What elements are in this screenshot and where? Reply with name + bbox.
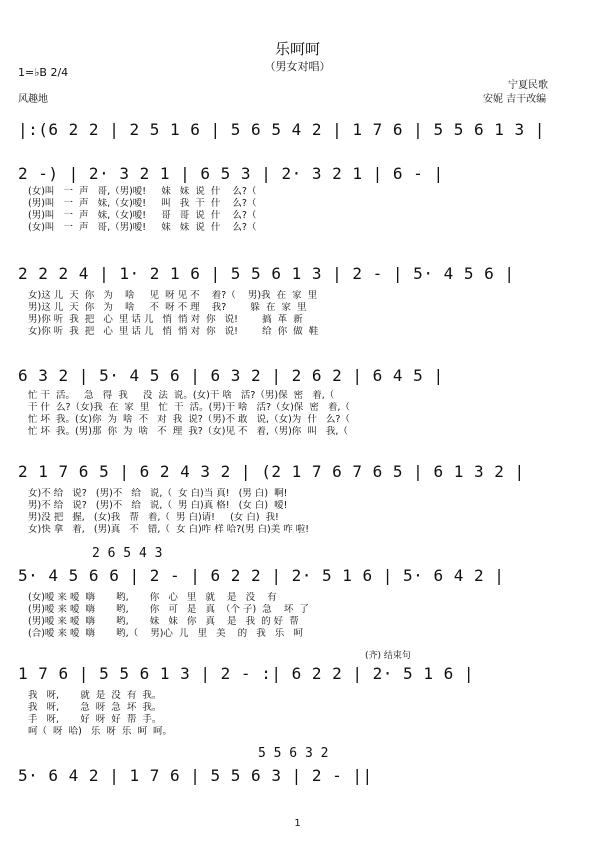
lyrics-block-7 <box>28 690 578 738</box>
lyric-verse-1: (女)嗳 来 嗳 嗨 哟, 你 心 里 就 是 没 有 <box>28 592 277 603</box>
staff-line-6: 5· 4 5 6 6 | 2 - | 6 2 2 | 2· 5 1 6 | 5· 6 4 2 | <box>18 566 505 585</box>
ending-marker: (齐) 结束句 <box>365 651 411 661</box>
lyric-verse-2: 男)不 给 说? (男)不 给 说,（ 男 白)真 格! (女 白) 嗳! <box>28 500 288 511</box>
lyrics-block-4 <box>28 390 578 438</box>
lyric-verse-2: (男)叫 一 声 妹,（女)嗳! 叫 我 干 什 么?（ <box>28 198 257 209</box>
lyrics-block-6 <box>28 592 578 640</box>
staff-line-2: 2 -) | 2· 3 2 1 | 6 5 3 | 2· 3 2 1 | 6 - | <box>18 164 444 183</box>
staff-line-3: 2 2 2 4 | 1· 2 1 6 | 5 5 6 1 3 | 2 - | 5· 4 5 6 | <box>18 264 515 283</box>
lyric-verse-4: 忙 坏 我。(男)那 你 为 啥 不 理 我?（女)见 不 着,（男)你 叫 我,（ <box>28 426 348 437</box>
arranger-credit: 安妮 吉干改编 <box>483 94 547 105</box>
lyric-verse-4: 女)快 拿 着, (男)真 不 错,（ 女 白)咋 样 哈?(男 白)美 咋 啦! <box>28 524 310 535</box>
lyrics-block-5 <box>28 488 578 536</box>
harmony-notes-line-8: 5 5 6 3 2 <box>258 746 329 761</box>
lyric-verse-4: (女)叫 一 声 哥,（男)嗳! 妹 妹 说 什 么?（ <box>28 222 257 233</box>
lyric-verse-1: (女)叫 一 声 哥,（男)嗳! 妹 妹 说 什 么?（ <box>28 186 257 197</box>
staff-line-7: 1 7 6 | 5 5 6 1 3 | 2 - :| 6 2 2 | 2· 5 1 6 | <box>18 664 474 683</box>
lyric-verse-4: 女)你 听 我 把 心 里 话 儿 悄 悄 对 你 说! 给 你 做 鞋 <box>28 326 319 337</box>
lyric-verse-1: 我 呀, 就 是 没 有 我。 <box>28 690 162 701</box>
lyric-verse-2: 我 呀, 急 呀 急 坏 我。 <box>28 702 162 713</box>
lyric-verse-1: 女)这 儿 天 你 为 啥 见 呀 见 不 着?（ 男)我 在 家 里 <box>28 290 318 301</box>
lyrics-block-2 <box>28 186 578 234</box>
lyric-verse-2: 男)这 儿 天 你 为 啥 不 呀 不 理 我? 躲 在 家 里 <box>28 302 307 313</box>
lyric-verse-3: (男)叫 一 声 妹,（女)嗳! 哥 哥 说 什 么?（ <box>28 210 257 221</box>
lyric-verse-3: 手 呀, 好 呀 好 帮 手。 <box>28 714 162 725</box>
lyric-verse-1: 忙 干 活。 急 得 我 没 法 说。(女)干 啥 活?（男)保 密 着,（ <box>28 390 335 401</box>
lyric-verse-4: 呵（ 呀 哈) 乐 呀 乐 呵 呵。 <box>28 726 173 737</box>
lyric-verse-3: 忙 坏 我。(女)你 为 啥 不 对 我 说?（男)不 敢 说,（女)为 什 么?（ <box>28 414 350 425</box>
page-number: 1 <box>294 818 301 829</box>
song-title: 乐呵呵 <box>274 40 320 58</box>
lyric-verse-1: 女)不 给 说? (男)不 给 说,（ 女 白)当 真! (男 白) 啊! <box>28 488 288 499</box>
staff-line-1: |:(6 2 2 | 2 5 1 6 | 5 6 5 4 2 | 1 7 6 | 5 5 6 1 3 | <box>18 120 545 139</box>
lyric-verse-2: 干 什 么?（女)我 在 家 里 忙 干 活。(男)干 啥 活?（女)保 密 着,（ <box>28 402 350 413</box>
key-signature: 1=♭B 2/4 <box>18 66 69 79</box>
grace-notes-line-6: 2 6 5 4 3 <box>92 546 163 561</box>
lyric-verse-3: 男)你 听 我 把 心 里 话 儿 悄 悄 对 你 说! 搞 革 新 <box>28 314 303 325</box>
lyric-verse-4: (合)嗳 来 嗳 嗨 哟,（ 男)心 儿 里 美 的 我 乐 呵 <box>28 628 303 639</box>
song-subtitle: （男女对唱） <box>264 60 331 73</box>
staff-line-5: 2 1 7 6 5 | 6 2 4 3 2 | (2 1 7 6 7 6 5 | 6 1 3 2 | <box>18 462 525 481</box>
lyric-verse-3: (男)嗳 来 嗳 嗨 哟, 妹 妹 你 真 是 我 的 好 帮 <box>28 616 299 627</box>
staff-line-8: 5· 6 4 2 | 1 7 6 | 5 5 6 3 | 2 - || <box>18 766 373 785</box>
lyric-verse-2: (男)嗳 来 嗳 嗨 哟, 你 可 是 真 （个 子) 急 坏 了 <box>28 604 309 615</box>
lyrics-block-3 <box>28 290 578 338</box>
tempo-marking: 风趣地 <box>18 94 48 105</box>
staff-line-4: 6 3 2 | 5· 4 5 6 | 6 3 2 | 2 6 2 | 6 4 5 | <box>18 366 444 385</box>
song-origin: 宁夏民歌 <box>508 80 548 91</box>
lyric-verse-3: 男)没 把 握, (女)我 帮 着,（ 男 白)请! (女 白) 我! <box>28 512 279 523</box>
